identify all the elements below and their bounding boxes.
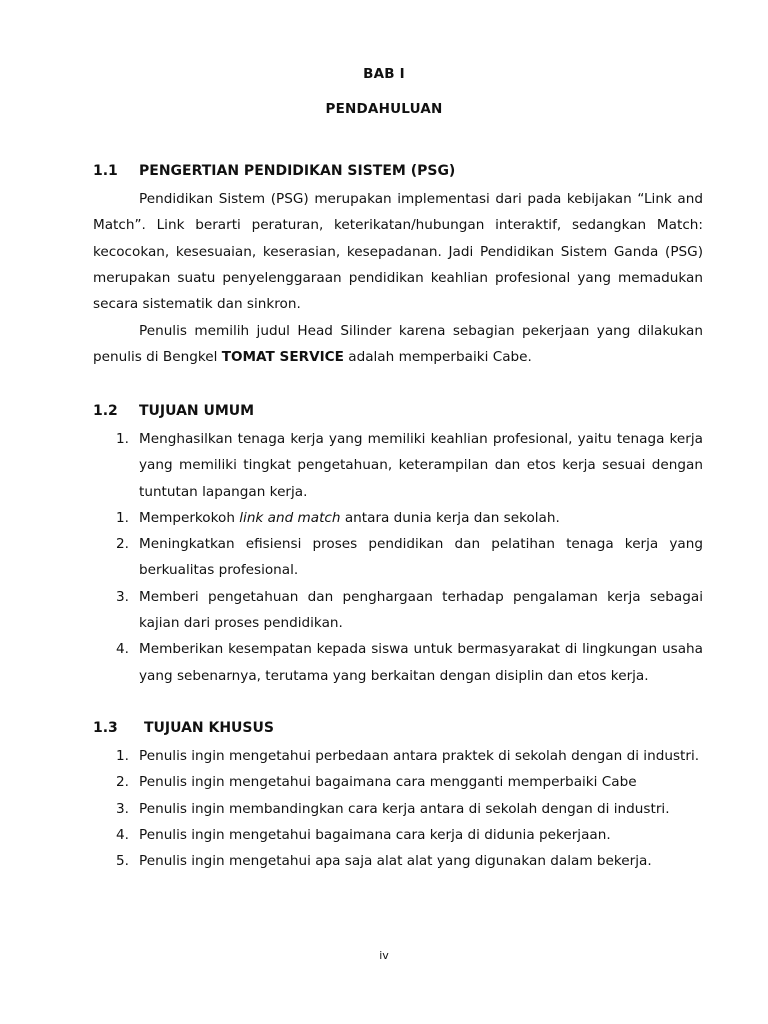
list-text: Penulis ingin membandingkan cara kerja antara di sekolah dengan di industri. xyxy=(139,800,670,817)
chapter-number: BAB I xyxy=(363,66,405,82)
list-item xyxy=(93,769,703,795)
list-item xyxy=(93,584,703,637)
list-number: 3. xyxy=(116,800,129,817)
section-number: 1.2 xyxy=(93,403,118,419)
list-number: 1. xyxy=(116,431,129,447)
section-title: PENGERTIAN PENDIDIKAN SISTEM (PSG) xyxy=(139,163,456,179)
list-item xyxy=(93,531,703,584)
list-number: 4. xyxy=(116,826,129,843)
section-title: TUJUAN UMUM xyxy=(139,403,255,419)
list-text: Menghasilkan tenaga kerja yang memiliki keahlian profesional, yaitu tenaga kerja yang memiliki tingkat pengetahuan, keterampilan dan etos kerja sesuai dengan tuntutan lapangan kerja. xyxy=(139,431,703,500)
list-number: 5. xyxy=(116,853,129,870)
list-item xyxy=(93,426,703,505)
list-item xyxy=(93,848,703,874)
list-number: 1. xyxy=(116,509,129,526)
general-objectives-list xyxy=(93,426,703,689)
bold-workshop-name: TOMAT SERVICE xyxy=(221,349,344,366)
paragraph-text: adalah memperbaiki Cabe. xyxy=(343,349,532,366)
list-text: Memberikan kesempatan kepada siswa untuk bermasyarakat di lingkungan usaha yang sebenarnya, terutama yang berkaitan dengan disiplin dan etos kerja. xyxy=(139,641,703,684)
list-text: Meningkatkan efisiensi proses pendidikan dan pelatihan tenaga kerja yang berkualitas profesional. xyxy=(139,536,703,579)
list-item xyxy=(93,636,703,689)
section-heading-1-2 xyxy=(93,403,254,419)
list-text: Penulis ingin mengetahui perbedaan antara praktek di sekolah dengan di industri. xyxy=(139,748,700,764)
list-number: 4. xyxy=(116,641,129,658)
list-text: antara dunia kerja dan sekolah. xyxy=(340,509,560,526)
section-heading-1-1 xyxy=(93,163,455,179)
list-item xyxy=(93,822,703,848)
section-heading-1-3 xyxy=(93,720,274,736)
list-item xyxy=(93,505,703,531)
section-1-1-paragraph-1: Pendidikan Sistem (PSG) merupakan implementasi dari pada kebijakan “Link and Match”. Link berarti peraturan, keterikatan/hubungan interaktif, sedangkan Match: kecocokan, kesesuaian, keserasian, kesepadanan. Jadi Pendidikan Sistem Ganda (PSG) merupakan suatu penyelenggaraan pendidikan keahlian profesional yang memadukan secara sistematik dan sinkron. xyxy=(93,191,703,313)
list-text: Memberi pengetahuan dan penghargaan terhadap pengalaman kerja sebagai kajian dari proses pendidikan. xyxy=(139,588,703,632)
section-title: TUJUAN KHUSUS xyxy=(144,720,274,736)
list-text: Penulis ingin mengetahui apa saja alat alat yang digunakan dalam bekerja. xyxy=(139,853,652,870)
section-number: 1.3 xyxy=(93,720,118,736)
list-text: Memperkokoh xyxy=(139,509,240,526)
list-number: 2. xyxy=(116,536,129,553)
chapter-title: PENDAHULUAN xyxy=(325,101,443,117)
section-number: 1.1 xyxy=(93,163,118,179)
italic-term: link and match xyxy=(239,509,341,526)
section-1-1-paragraph-2 xyxy=(93,318,703,371)
page-number: iv xyxy=(379,949,389,962)
list-item xyxy=(93,743,703,769)
list-number: 1. xyxy=(116,748,129,764)
list-text: Penulis ingin mengetahui bagaimana cara mengganti memperbaiki Cabe xyxy=(139,774,637,791)
list-text: Penulis ingin mengetahui bagaimana cara kerja di didunia pekerjaan. xyxy=(139,826,611,843)
specific-objectives-list xyxy=(93,743,703,874)
list-item xyxy=(93,796,703,822)
paragraph-text: Penulis memilih judul Head Silinder karena sebagian pekerjaan yang dilakukan penulis di Bengkel xyxy=(93,323,703,366)
list-number: 2. xyxy=(116,774,129,791)
list-number: 3. xyxy=(116,588,129,605)
